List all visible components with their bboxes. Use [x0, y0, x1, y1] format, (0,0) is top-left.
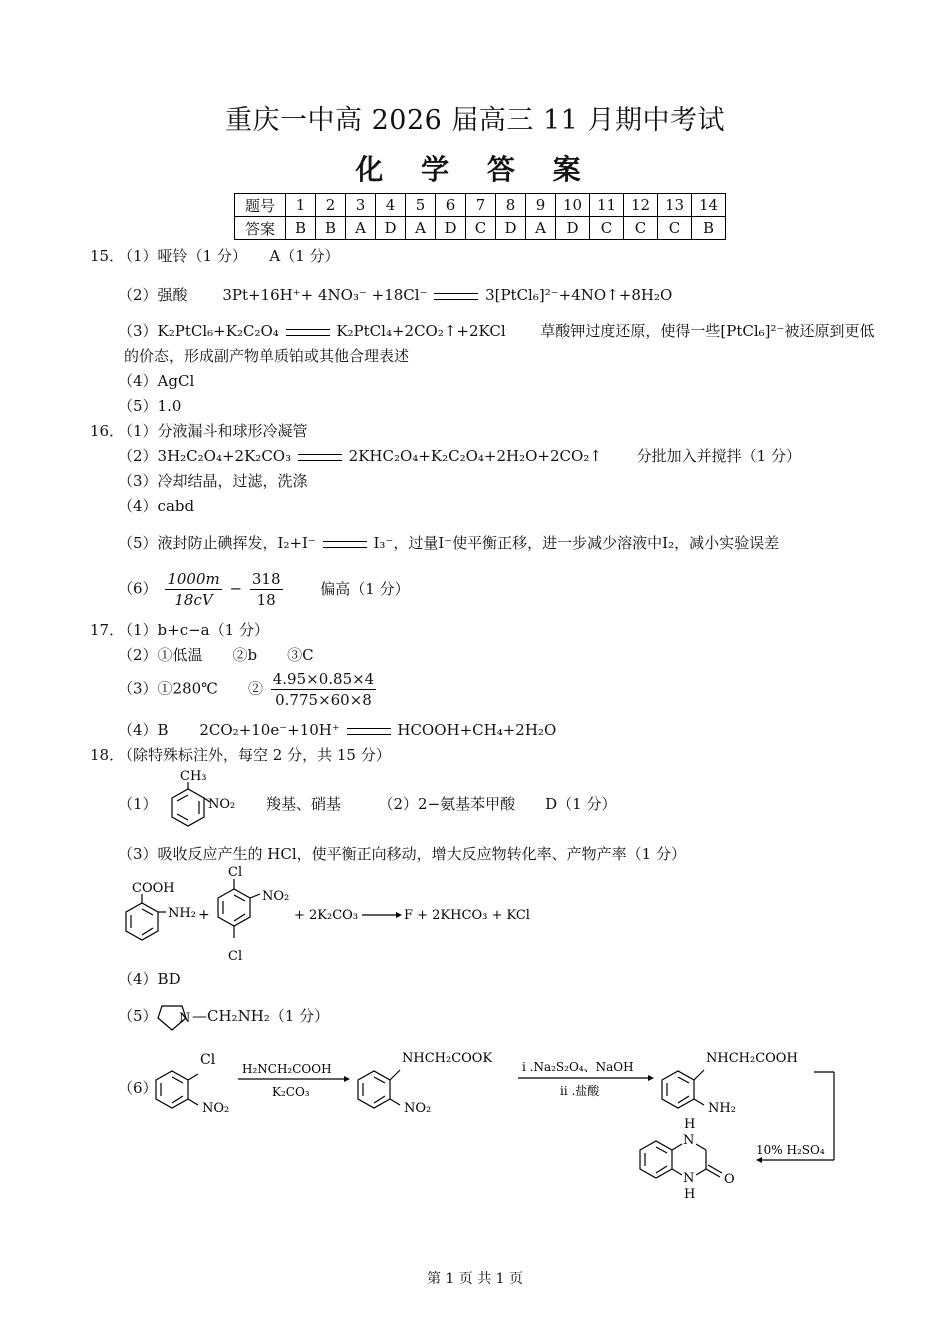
- q16-number: 16．: [90, 422, 125, 440]
- q15-part3: [118, 322, 874, 340]
- reagent-2-top: ⅰ .Na₂S₂O₄、NaOH: [522, 1060, 634, 1074]
- table-cell-number: 8: [496, 194, 526, 217]
- table-cell-number: 4: [376, 194, 406, 217]
- fraction-numerator: 318: [251, 570, 281, 588]
- q16-part2-eq-left: 3H₂C₂O₄+2K₂CO₃: [157, 447, 292, 465]
- equals-sign: [347, 728, 391, 735]
- table-row-answers: [235, 217, 726, 240]
- nitrogen-label: N: [179, 1011, 191, 1026]
- page-title: 重庆一中高 2026 届高三 11 月期中考试: [225, 105, 725, 136]
- table-cell-answer: B: [692, 217, 726, 240]
- fraction-denominator: 0.775×60×8: [275, 691, 372, 709]
- page-subtitle: 化 学 答 案: [355, 153, 595, 186]
- q17-part3-label: （3）①280℃ ②: [118, 679, 263, 698]
- table-cell-answer: D: [376, 217, 406, 240]
- table-cell-answer: A: [526, 217, 556, 240]
- equals-sign: [434, 293, 478, 300]
- bond: [696, 1144, 706, 1150]
- q18-part3: （3）吸收反应产生的 HCl，使平衡正向移动，增大反应物转化率、产物产率（1 分）: [118, 845, 686, 863]
- q17-part4-label: （4）B: [118, 721, 169, 739]
- table-cell-answer: D: [556, 217, 590, 240]
- table-cell-number: 13: [658, 194, 692, 217]
- arrow-head: [648, 1075, 654, 1081]
- amino-label: NH₂: [708, 1101, 736, 1116]
- table-cell-number: 7: [466, 194, 496, 217]
- chloro-label: Cl: [228, 949, 243, 964]
- hydrogen-label: H: [684, 1187, 696, 1202]
- q18-part1-text: 羧基、硝基 （2）2−氨基苯甲酸 D（1 分）: [266, 795, 617, 813]
- table-cell-answer: D: [496, 217, 526, 240]
- bond: [250, 894, 260, 898]
- q16-part2-text: 分批加入并搅拌（1 分）: [636, 447, 801, 465]
- bond: [172, 1096, 183, 1103]
- q15-part2: [118, 286, 672, 304]
- answer-table: [234, 193, 726, 240]
- q16-part2-eq-right: 2KHC₂O₄+K₂C₂O₄+2H₂O+2CO₂↑: [348, 447, 602, 465]
- minus-sign: −: [229, 579, 243, 598]
- q16-part3: （3）冷却结晶，过滤，洗涤: [118, 472, 308, 490]
- substituent-label: NHCH₂COOH: [706, 1051, 798, 1066]
- reagent-label: + 2K₂CO₃: [294, 908, 359, 923]
- equals-sign: [298, 454, 342, 461]
- table-row-label: 题号: [235, 194, 286, 217]
- q18-intro: （除特殊标注外，每空 2 分，共 15 分）: [118, 746, 391, 764]
- fraction: [271, 670, 376, 709]
- q16-part6: [118, 570, 410, 609]
- q15-part3-label: （3）: [118, 322, 158, 340]
- q17-part2: （2）①低温 ②b ③C: [118, 646, 314, 664]
- bond: [374, 1077, 385, 1083]
- table-cell-number: 14: [692, 194, 726, 217]
- bond: [234, 914, 245, 921]
- page-footer: 第 1 页 共 1 页: [426, 1271, 524, 1287]
- table-cell-number: 11: [590, 194, 624, 217]
- q17-number: 17．: [90, 621, 125, 639]
- bond: [172, 1077, 183, 1083]
- bond: [188, 1074, 198, 1080]
- pyrrolidine-ring: [154, 1000, 194, 1034]
- reagent-1-bottom: K₂CO₃: [272, 1085, 310, 1099]
- q18-part6-label: （6）: [118, 1079, 158, 1097]
- table-cell-answer: A: [346, 217, 376, 240]
- chloro-label: Cl: [228, 865, 243, 880]
- table-cell-number: 3: [346, 194, 376, 217]
- q15-part2-eq-left: 3Pt+16H⁺+ 4NO₃⁻ +18Cl⁻: [222, 286, 428, 304]
- reagent-3: 10% H₂SO₄: [756, 1143, 825, 1157]
- q17-part4-eq-right: HCOOH+CH₄+2H₂O: [397, 721, 557, 739]
- q15-part1: （1）哑铃（1 分） A（1 分）: [118, 247, 340, 265]
- table-cell-number: 10: [556, 194, 590, 217]
- q16-part5-eq-left: I₂+I⁻: [277, 534, 316, 552]
- table-cell-answer: C: [658, 217, 692, 240]
- table-cell-answer: C: [590, 217, 624, 240]
- q16-part6-label: （6）: [118, 579, 158, 598]
- amino-label: NH₂: [168, 906, 196, 921]
- q17-part4-eq-left: 2CO₂+10e⁻+10H⁺: [199, 721, 340, 739]
- q15-part4: （4）AgCl: [118, 372, 195, 390]
- carboxyl-label: COOH: [132, 881, 175, 896]
- q15-part3-text1: 草酸钾过度还原，使得一些[PtCl₆]²⁻被还原到更低: [540, 322, 875, 340]
- q16-part5: [118, 534, 779, 552]
- table-cell-answer: C: [624, 217, 658, 240]
- nitro-label: NO₂: [262, 889, 290, 904]
- table-cell-answer: C: [466, 217, 496, 240]
- nitro-label: NO₂: [208, 797, 236, 812]
- synthesis-scheme-6: [150, 1040, 850, 1210]
- table-cell-number: 12: [624, 194, 658, 217]
- substituent-label: NHCH₂COOK: [402, 1051, 493, 1066]
- table-cell-number: 2: [316, 194, 346, 217]
- q15-number: 15．: [90, 247, 125, 265]
- equals-sign: [286, 329, 330, 336]
- table-cell-answer: B: [316, 217, 346, 240]
- bond: [142, 909, 153, 915]
- bond: [374, 1096, 385, 1103]
- arrow-head: [344, 1076, 350, 1082]
- equals-sign: [323, 541, 367, 548]
- reaction-scheme-3: [118, 862, 538, 970]
- bond: [656, 1166, 667, 1173]
- q18-part5-chain: —CH₂NH₂（1 分）: [192, 1007, 330, 1025]
- bond: [188, 1099, 198, 1105]
- q16-part2: [118, 447, 801, 465]
- q17-part3: [118, 670, 379, 709]
- fraction-numerator: 4.95×0.85×4: [272, 670, 375, 688]
- fraction-denominator: 18: [256, 591, 276, 609]
- bond: [696, 1169, 706, 1175]
- bond: [234, 895, 245, 901]
- bond: [672, 1144, 682, 1150]
- q18-part4: （4）BD: [118, 970, 181, 988]
- table-cell-answer: D: [436, 217, 466, 240]
- bond: [656, 1147, 667, 1153]
- nitro-label: NO₂: [404, 1101, 432, 1116]
- bond: [390, 1099, 400, 1105]
- nitrogen-label: N: [683, 1133, 695, 1148]
- bond: [142, 928, 153, 935]
- bond: [177, 814, 188, 820]
- nitro-label: NO₂: [202, 1101, 230, 1116]
- q18-number: 18．: [90, 746, 125, 764]
- products-label: F + 2KHCO₃ + KCl: [404, 908, 530, 923]
- q16-part1: （1）分液漏斗和球形冷凝管: [118, 422, 308, 440]
- q16-part6-text: 偏高（1 分）: [320, 579, 410, 598]
- oxygen-label: O: [724, 1172, 735, 1187]
- bond: [177, 795, 188, 801]
- table-cell-number: 5: [406, 194, 436, 217]
- chloro-label: Cl: [200, 1052, 216, 1068]
- arrow-head: [756, 1157, 762, 1163]
- fraction: [165, 570, 221, 609]
- q16-part5-label: （5）液封防止碘挥发，: [118, 534, 278, 552]
- q16-part5-eq-right: I₃⁻: [373, 534, 394, 552]
- q15-part2-label: （2）强酸: [118, 286, 188, 304]
- bond: [678, 1077, 689, 1083]
- bond: [672, 1169, 682, 1175]
- bond: [694, 1070, 704, 1080]
- fraction: [250, 570, 283, 609]
- q17-part4: [118, 721, 556, 739]
- fraction-denominator: 18cV: [174, 591, 213, 609]
- q16-part4: （4）cabd: [118, 497, 195, 515]
- reagent-2-bottom: ⅱ .盐酸: [560, 1084, 600, 1098]
- table-cell-number: 1: [286, 194, 316, 217]
- nitrogen-label: N: [683, 1171, 695, 1186]
- q18-part5-label: （5）: [118, 1007, 158, 1025]
- table-cell-answer: B: [286, 217, 316, 240]
- o-nitrotoluene-structure: [150, 768, 240, 838]
- table-cell-answer: A: [406, 217, 436, 240]
- methyl-label: CH₃: [180, 769, 207, 784]
- q15-part5: （5）1.0: [118, 397, 182, 415]
- q18-part1-label: （1）: [118, 795, 158, 813]
- reagent-1-top: H₂NCH₂COOH: [242, 1062, 332, 1076]
- q15-part2-eq-right: 3[PtCl₆]²⁻+4NO↑+8H₂O: [485, 286, 673, 304]
- q15-part3-eq-left: K₂PtCl₆+K₂C₂O₄: [157, 322, 279, 340]
- q15-part3-text2: 的价态，形成副产物单质铂或其他合理表述: [124, 347, 410, 365]
- q15-part3-eq-right: K₂PtCl₄+2CO₂↑+2KCl: [336, 322, 506, 340]
- bond: [678, 1096, 689, 1103]
- q17-part1: （1）b+c−a（1 分）: [118, 621, 269, 639]
- bond: [390, 1070, 400, 1080]
- arrow-head: [396, 912, 402, 918]
- table-row-label: 答案: [235, 217, 286, 240]
- hydrogen-label: H: [684, 1117, 696, 1132]
- plus-sign: +: [198, 907, 210, 923]
- bond: [694, 1099, 704, 1105]
- q16-part2-label: （2）: [118, 447, 158, 465]
- q16-part5-text: ，过量I⁻使平衡正移，进一步减少溶液中I₂，减小实验误差: [393, 534, 780, 552]
- fraction-numerator: 1000m: [167, 570, 220, 588]
- table-cell-number: 9: [526, 194, 556, 217]
- table-row-numbers: [235, 194, 726, 217]
- table-cell-number: 6: [436, 194, 466, 217]
